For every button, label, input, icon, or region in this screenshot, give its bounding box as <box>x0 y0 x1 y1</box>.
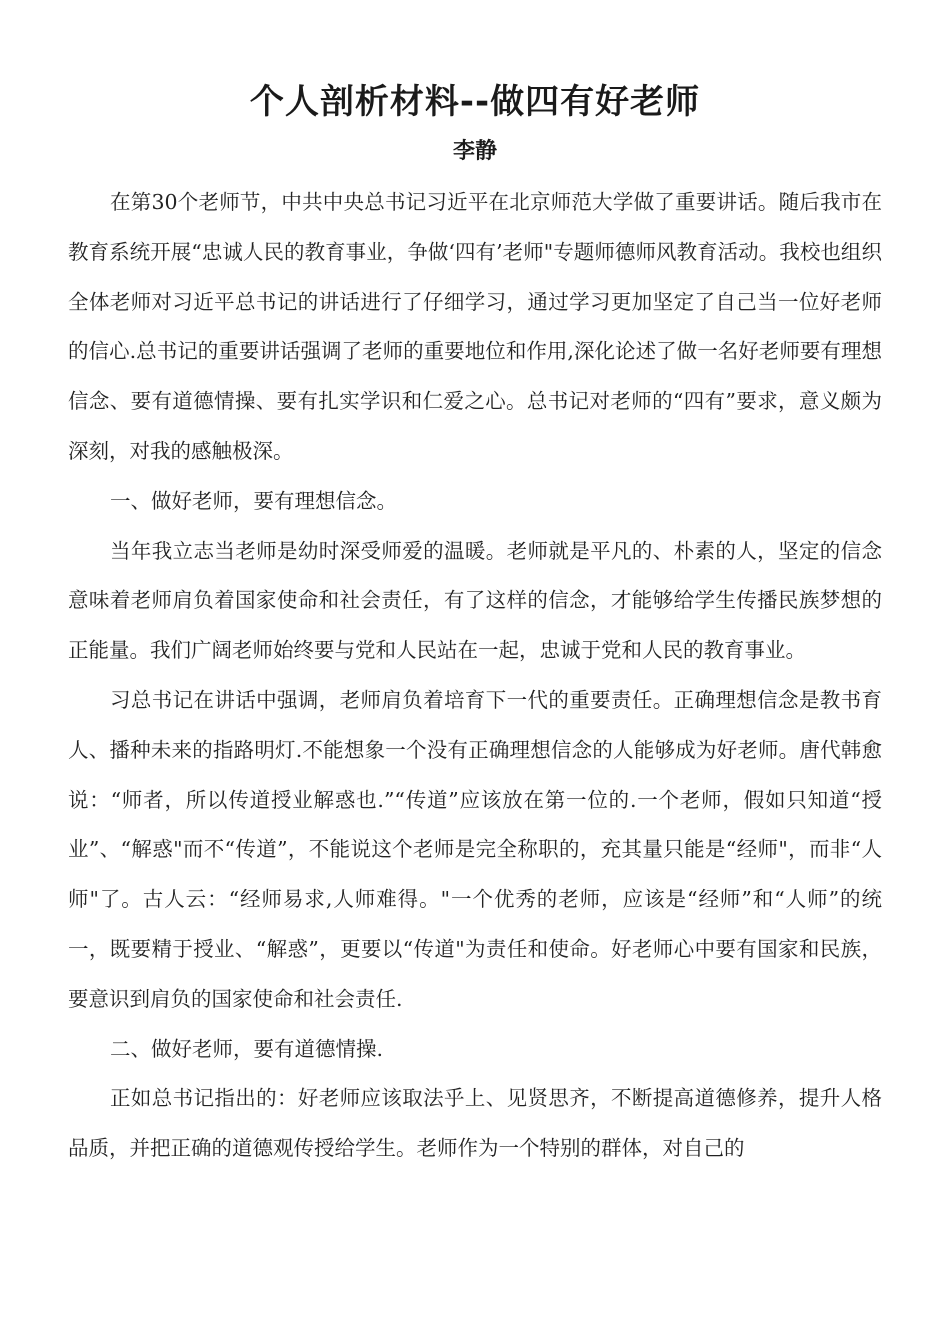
paragraph-intro: 在第30个老师节，中共中央总书记习近平在北京师范大学做了重要讲话。随后我市在教育系统开展“忠诚人民的教育事业，争做‘四有’老师"专题师德师风教育活动。我校也组织全体老师对习近平总书记的讲话进行了仔细学习，通过学习更加坚定了自己当一位好老师的信心.总书记的重要讲话强调了老师的重要地位和作用,深化论述了做一名好老师要有理想信念、要有道德情操、要有扎实学识和仁爱之心。总书记对老师的“四有”要求，意义颇为深刻，对我的感触极深。 <box>68 190 882 463</box>
document-body <box>68 178 882 1174</box>
section-heading-1: 一、做好老师，要有理想信念。 <box>110 488 398 513</box>
paragraph-section-1a: 当年我立志当老师是幼时深受师爱的温暖。老师就是平凡的、朴素的人，坚定的信念意味着老师肩负着国家使命和社会责任，有了这样的信念，才能够给学生传播民族梦想的正能量。我们广阔老师始终要与党和人民站在一起，忠诚于党和人民的教育事业。 <box>68 538 882 663</box>
paragraph-section-2a: 正如总书记指出的：好老师应该取法乎上、见贤思齐，不断提高道德修养，提升人格品质，并把正确的道德观传授给学生。老师作为一个特别的群体，对自己的 <box>68 1086 882 1161</box>
paragraph-section-1b: 习总书记在讲话中强调，老师肩负着培育下一代的重要责任。正确理想信念是教书育人、播种未来的指路明灯.不能想象一个没有正确理想信念的人能够成为好老师。唐代韩愈说：“师者，所以传道授业解惑也.”“传道”应该放在第一位的.一个老师，假如只知道“授业”、“解惑"而不“传道”，不能说这个老师是完全称职的，充其量只能是“经师"，而非“人师"了。古人云：“经师易求,人师难得。"一个优秀的老师，应该是“经师”和“人师”的统一，既要精于授业、“解惑”，更要以“传道"为责任和使命。好老师心中要有国家和民族，要意识到肩负的国家使命和社会责任. <box>68 687 882 1011</box>
document-author: 李静 <box>452 139 497 164</box>
section-heading-2: 二、做好老师，要有道德情操. <box>110 1036 384 1061</box>
document-title: 个人剖析材料--做四有好老师 <box>249 82 701 122</box>
